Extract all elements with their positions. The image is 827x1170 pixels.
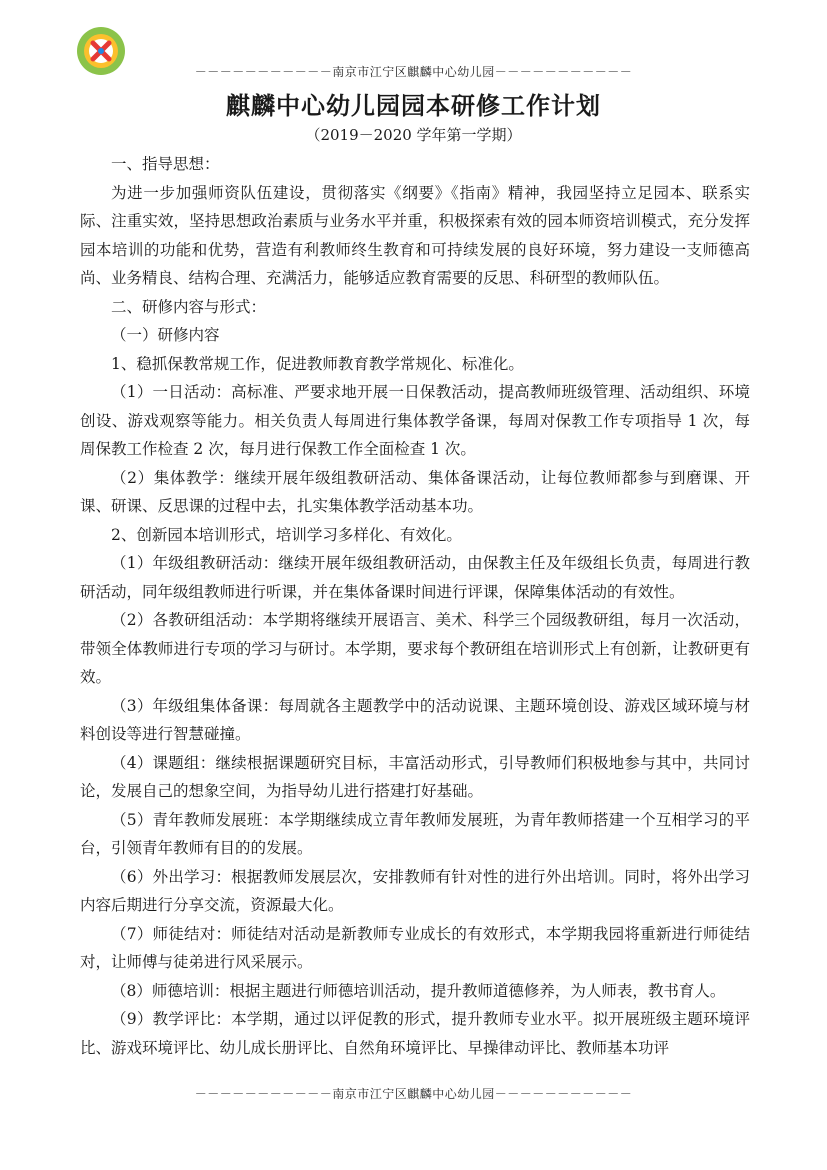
paragraph: （9）教学评比：本学期，通过以评促教的形式，提升教师专业水平。拟开展班级主题环境评比、游戏环境评比、幼儿成长册评比、自然角环境评比、早操律动评比、教师基本功评 [80,1010,750,1057]
paragraph: （2）集体教学：继续开展年级组教研活动、集体备课活动，让每位教师都参与到磨课、开课、研课、反思课的过程中去，扎实集体教学活动基本功。 [80,468,750,515]
paragraph: （6）外出学习：根据教师发展层次，安排教师有针对性的进行外出培训。同时，将外出学习内容后期进行分享交流，资源最大化。 [80,867,750,914]
paragraph: 2、创新园本培训形式，培训学习多样化、有效化。 [111,525,462,544]
document-body [80,150,750,1062]
paragraph: （8）师德培训：根据主题进行师德培训活动，提升教师道德修养，为人师表，教书育人。 [111,981,726,1000]
paragraph: （5）青年教师发展班：本学期继续成立青年教师发展班，为青年教师搭建一个互相学习的平台，引领青年教师有目的的发展。 [80,810,750,857]
subsection-heading: （一）研修内容 [111,326,220,344]
page-header: －－－－－－－－－－－南京市江宁区麒麟中心幼儿园－－－－－－－－－－－ [194,65,633,79]
document-title: 麒麟中心幼儿园园本研修工作计划 [226,92,601,120]
paragraph: 为进一步加强师资队伍建设，贯彻落实《纲要》《指南》精神，我园坚持立足园本、联系实际、注重实效，坚持思想政治素质与业务水平并重，积极探索有效的园本师资培训模式，充分发挥园本培训的功能和优势，营造有利教师终生教育和可持续发展的良好环境，努力建设一支师德高尚、业务精良、结构合理、充满活力，能够适应教育需要的反思、科研型的教师队伍。 [80,183,750,287]
paragraph: （2）各教研组活动：本学期将继续开展语言、美术、科学三个园级教研组，每月一次活动，带领全体教师进行专项的学习与研讨。本学期，要求每个教研组在培训形式上有创新，让教研更有效。 [80,611,750,686]
document-subtitle: （2019－2020 学年第一学期） [305,126,522,144]
section-heading: 二、研修内容与形式： [111,297,267,316]
paragraph: （3）年级组集体备课：每周就各主题教学中的活动说课、主题环境创设、游戏区域环境与材料创设等进行智慧碰撞。 [80,696,750,743]
page-footer: －－－－－－－－－－－南京市江宁区麒麟中心幼儿园－－－－－－－－－－－ [194,1087,633,1101]
section-heading: 一、指导思想： [111,155,220,173]
paragraph: 1、稳抓保教常规工作，促进教师教育教学常规化、标准化。 [111,354,524,373]
paragraph: （7）师徒结对：师徒结对活动是新教师专业成长的有效形式，本学期我园将重新进行师徒结对，让师傅与徒弟进行风采展示。 [80,924,750,971]
paragraph: （4）课题组：继续根据课题研究目标，丰富活动形式，引导教师们积极地参与其中，共同讨论，发展自己的想象空间，为指导幼儿进行搭建打好基础。 [80,753,750,800]
paragraph: （1）一日活动：高标准、严要求地开展一日保教活动，提高教师班级管理、活动组织、环境创设、游戏观察等能力。相关负责人每周进行集体教学备课，每周对保教工作专项指导 1 次，每周保教工作检查 2 次，每月进行保教工作全面检查 1 次。 [80,383,750,458]
paragraph: （1）年级组教研活动：继续开展年级组教研活动，由保教主任及年级组长负责，每周进行教研活动，同年级组教师进行听课，并在集体备课时间进行评课，保障集体活动的有效性。 [80,554,750,601]
